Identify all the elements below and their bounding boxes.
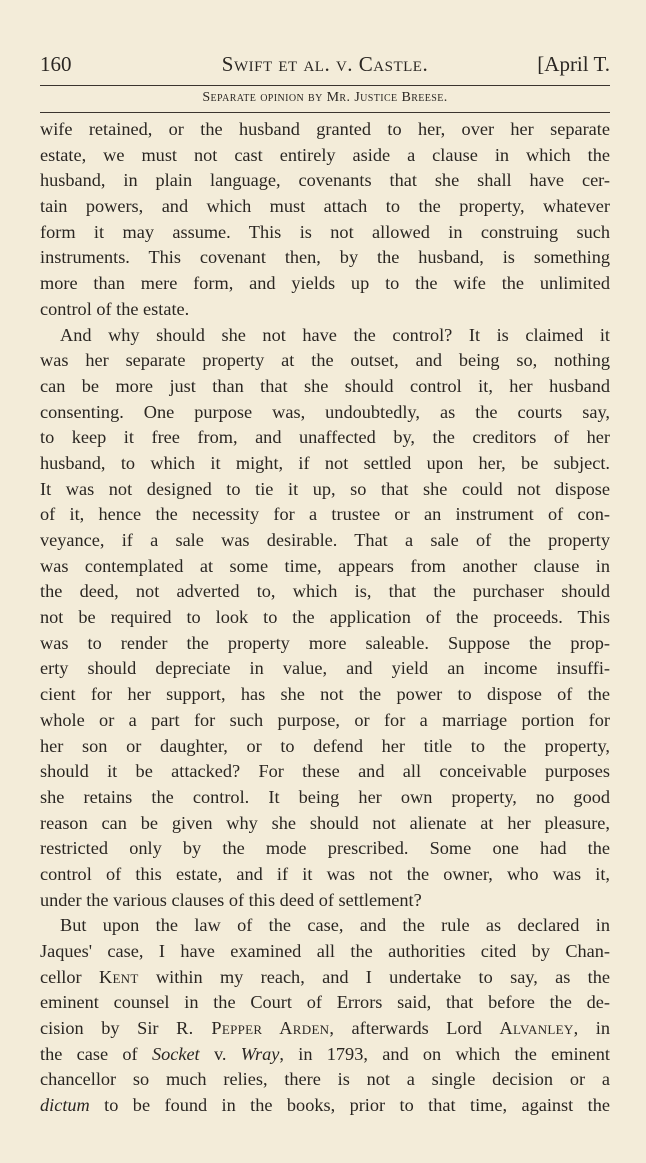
text-line: whole or a part for such purpose, or for a marriage portion for <box>40 709 610 730</box>
name-alvanley: Alvanley <box>499 1018 574 1039</box>
name-pepper-arden: R. Pepper Arden <box>176 1018 330 1039</box>
text-line: husband, to which it might, if not settled upon her, be subject. <box>40 452 610 473</box>
text-line: she retains the control. It being her own property, no good <box>40 786 610 807</box>
text-run: the case of <box>40 1043 152 1064</box>
text-line <box>40 1093 610 1119</box>
case-name-wray: Wray <box>240 1043 280 1064</box>
text-line: Jaques' case, I have examined all the authorities cited by Chan- <box>40 941 610 961</box>
text-run: , in 1793, and on which the eminent <box>279 1043 610 1064</box>
text-line: consenting. One purpose was, undoubtedly, as the courts say, <box>40 401 610 422</box>
text-line: veyance, if a sale was desirable. That a sale of the property <box>40 530 610 550</box>
text-line <box>40 965 610 991</box>
text-line: the deed, not adverted to, which is, that the purchaser should <box>40 581 610 602</box>
text-line: erty should depreciate in value, and yield an income insuffi- <box>40 658 610 679</box>
term-label: [April T. <box>537 52 610 76</box>
text-line: estate, we must not cast entirely aside a clause in which the <box>40 144 610 165</box>
text-line: reason can be given why she should not alienate at her pleasure, <box>40 812 610 833</box>
text-line: should it be attacked? For these and all conceivable purposes <box>40 761 610 782</box>
text-run: within my reach, and I undertake to say, as the <box>138 966 611 987</box>
text-line: was contemplated at some time, appears from another clause in <box>40 555 610 576</box>
text-line: tain powers, and which must attach to the property, whatever <box>40 196 610 217</box>
opinion-text <box>40 117 610 1119</box>
text-run: to be found in the books, prior to that time, against the <box>89 1095 610 1116</box>
case-title: Swift et al. v. Castle. <box>221 52 429 76</box>
running-head <box>40 52 610 82</box>
text-line: And why should she not have the control? It is claimed it <box>60 324 610 345</box>
text-line: was her separate property at the outset, and being so, nothing <box>40 350 610 371</box>
text-line: not be required to look to the application of the proceeds. This <box>40 607 610 628</box>
dictum-term: dictum <box>40 1095 90 1116</box>
opinion-subheading <box>40 90 610 106</box>
text-line: under the various clauses of this deed of settlement? <box>40 889 422 910</box>
text-line: can be more just than that she should control it, her husband <box>40 375 610 396</box>
justice-name: Justice Breese. <box>354 90 448 105</box>
subheading-rule <box>40 112 610 113</box>
text-line <box>40 1042 610 1068</box>
page-number: 160 <box>40 52 72 76</box>
text-line: more than mere form, and yields up to the wife the unlimited <box>40 273 610 294</box>
text-run: , in <box>573 1018 610 1039</box>
text-line: cient for her support, has she not the power to dispose of the <box>40 684 610 705</box>
text-line: form it may assume. This is not allowed in construing such <box>40 221 610 242</box>
case-name-socket: Socket <box>151 1043 200 1064</box>
header-rule <box>40 85 610 86</box>
text-line: restricted only by the mode prescribed. Some one had the <box>40 838 610 859</box>
text-line: was to render the property more saleable. Suppose the prop- <box>40 632 610 653</box>
text-run: v. <box>199 1043 241 1064</box>
text-line: control of this estate, and if it was not the owner, who was it, <box>40 863 610 884</box>
text-run: cision by Sir <box>40 1018 177 1039</box>
text-line: to keep it free from, and unaffected by, the creditors of her <box>40 427 610 448</box>
text-line: husband, in plain language, covenants that she shall have cer- <box>40 170 610 191</box>
text-line: her son or daughter, or to defend her title to the property, <box>40 735 610 756</box>
text-line: chancellor so much relies, there is not a single decision or a <box>40 1069 610 1090</box>
text-line: But upon the law of the case, and the rule as declared in <box>60 915 610 936</box>
text-line: eminent counsel in the Court of Errors said, that before the de- <box>40 992 610 1013</box>
text-line: It was not designed to tie it up, so that she could not dispose <box>40 478 610 499</box>
text-line: control of the estate. <box>40 298 190 319</box>
text-line: of it, hence the necessity for a trustee or an instrument of con- <box>40 504 610 525</box>
text-line: instruments. This covenant then, by the husband, is something <box>40 247 610 268</box>
subheading-prefix: Separate opinion by Mr. <box>202 90 355 105</box>
text-run: cellor <box>40 966 99 987</box>
text-run: , afterwards Lord <box>329 1018 500 1039</box>
text-line <box>40 1016 610 1042</box>
text-line: wife retained, or the husband granted to her, over her separate <box>40 119 610 139</box>
name-kent: Kent <box>98 966 139 987</box>
